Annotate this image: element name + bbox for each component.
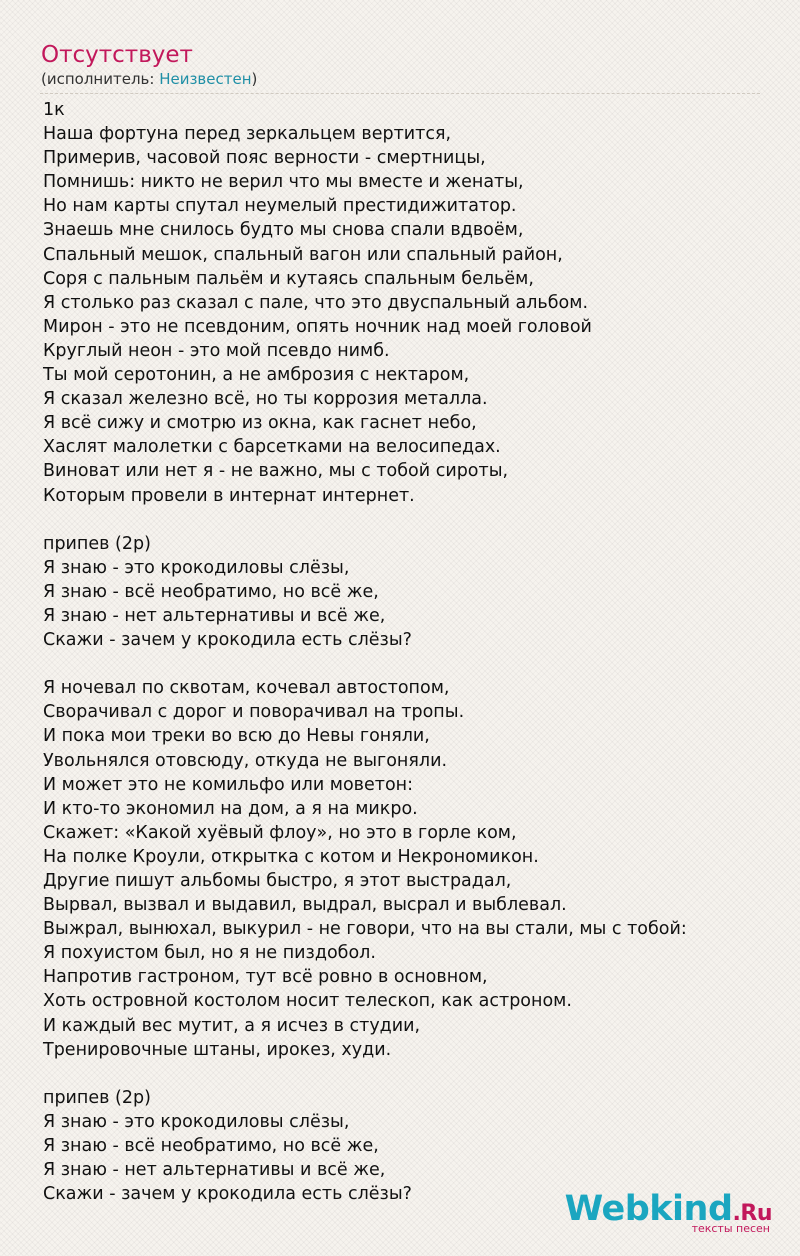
lyrics-line: Увольнялся отовсюду, откуда не выгоняли. [43,750,448,771]
lyrics-line: Хоть островной костолом носит телескоп, как астроном. [43,991,572,1012]
lyrics-line: припев (2р) [43,1087,151,1108]
lyrics-line: И пока мои треки во всю до Невы гоняли, [43,726,430,747]
artist-prefix: (исполнитель: [41,70,160,88]
lyrics-blank-line [43,508,783,532]
lyrics-line: И каждый вес мутит, а я исчез в студии, [43,1015,421,1036]
lyrics-line: Я столько раз сказал с пале, что это двуспальный альбом. [43,292,589,313]
lyrics-line: Знаешь мне снилось будто мы снова спали вдвоём, [43,220,524,241]
logo-brand: Webkind [564,1189,733,1229]
lyrics-line: Тренировочные штаны, ирокез, худи. [43,1039,392,1060]
lyrics-line: Но нам карты спутал неумелый престидижитатор. [43,196,517,217]
lyrics-body [43,98,783,1206]
lyrics-line: Помнишь: никто не верил что мы вместе и женаты, [43,172,524,193]
lyrics-line: Соря с пальным пальём и кутаясь спальным бельём, [43,268,534,289]
lyrics-line: Мирон - это не псевдоним, опять ночник над моей головой [43,316,592,337]
lyrics-line: припев (2р) [43,533,151,554]
lyrics-line: Сворачивал с дорог и поворачивал на тропы. [43,702,465,723]
lyrics-line: Круглый неон - это мой псевдо нимб. [43,340,390,361]
artist-line [41,69,257,89]
lyrics-blank-line [43,652,783,676]
lyrics-line: Я сказал железно всё, но ты коррозия металла. [43,389,488,410]
lyrics-line: Я похуистом был, но я не пиздобол. [43,943,376,964]
lyrics-line: Выжрал, вынюхал, выкурил - не говори, что на вы стали, мы с тобой: [43,919,687,940]
artist-suffix: ) [251,70,258,88]
lyrics-line: Я знаю - всё необратимо, но всё же, [43,1136,379,1157]
lyrics-line: И кто-то экономил на дом, а я на микро. [43,798,418,819]
lyrics-line: Которым провели в интернат интернет. [43,485,415,506]
lyrics-line: 1к [43,100,65,120]
lyrics-blank-line [43,1062,783,1086]
lyrics-line: Наша фортуна перед зеркальцем вертится, [43,124,452,145]
song-title: Отсутствует [41,42,193,68]
lyrics-line: Скажи - зачем у крокодила есть слёзы? [43,630,412,651]
artist-link[interactable]: Неизвестен [159,70,252,88]
lyrics-line: Другие пишут альбомы быстро, я этот выстрадал, [43,871,512,891]
header-divider [40,93,760,94]
logo-tld: .Ru [732,1201,772,1226]
lyrics-line: Виноват или нет я - не важно, мы с тобой сироты, [43,461,509,482]
site-logo[interactable] [564,1189,772,1235]
lyrics-line: Примерив, часовой пояс верности - смертницы, [43,148,486,169]
lyrics-line: Я знаю - это крокодиловы слёзы, [43,1111,350,1132]
lyrics-line: И может это не комильфо или моветон: [43,774,413,795]
lyrics-line: Ты мой серотонин, а не амброзия с нектаром, [43,365,470,386]
lyrics-line: Хаслят малолетки с барсетками на велосипедах. [43,437,501,458]
lyrics-line: Я знаю - это крокодиловы слёзы, [43,557,350,578]
lyrics-line: Скажет: «Какой хуёвый флоу», но это в горле ком, [43,822,517,843]
lyrics-line: Я знаю - нет альтернативы и всё же, [43,1160,386,1181]
lyrics-line: Спальный мешок, спальный вагон или спальный район, [43,244,563,265]
lyrics-line: Я ночевал по сквотам, кочевал автостопом, [43,678,450,699]
lyrics-line: Скажи - зачем у крокодила есть слёзы? [43,1184,412,1205]
lyrics-line: Напротив гастроном, тут всё ровно в основном, [43,967,488,988]
lyrics-line: Я знаю - нет альтернативы и всё же, [43,605,386,626]
lyrics-line: Я всё сижу и смотрю из окна, как гаснет небо, [43,413,477,434]
logo-tagline: тексты песен [691,1222,770,1235]
lyrics-line: На полке Кроули, открытка с котом и Некрономикон. [43,846,539,867]
lyrics-line: Вырвал, вызвал и выдавил, выдрал, высрал и выблевал. [43,895,567,916]
lyrics-line: Я знаю - всё необратимо, но всё же, [43,581,379,602]
